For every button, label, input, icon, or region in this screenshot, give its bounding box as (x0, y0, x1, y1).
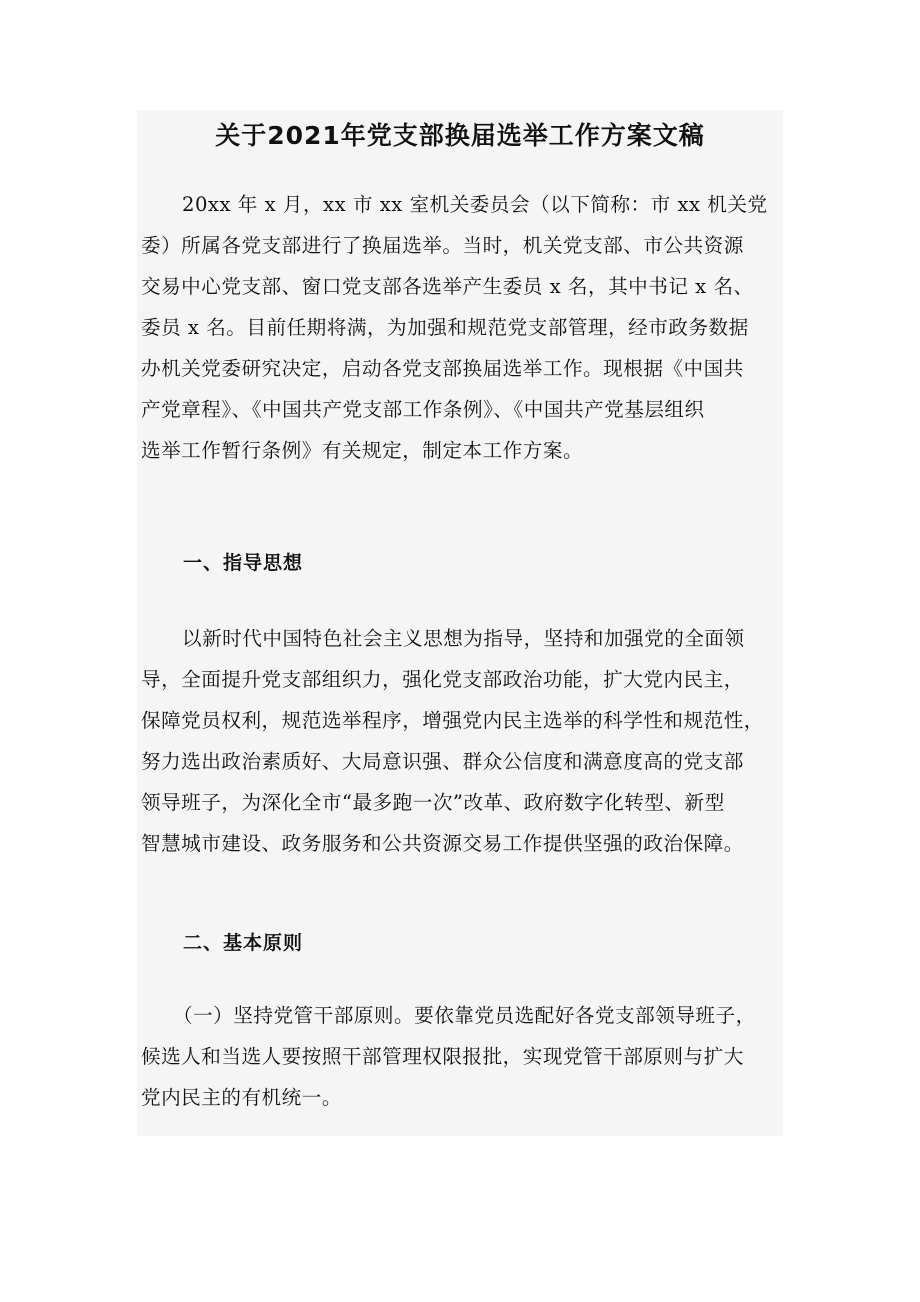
paragraph-line: 党内民主的有机统一。 (141, 1086, 342, 1109)
paragraph-line: （一）坚持党管干部原则。要依靠党员选配好各党支部领导班子， (173, 1004, 756, 1027)
paragraph-line: 智慧城市建设、政务服务和公共资源交易工作提供坚强的政治保障。 (141, 832, 744, 855)
paragraph-line: 委）所属各党支部进行了换届选举。当时，机关党支部、市公共资源 (141, 234, 744, 257)
paragraph-line: 选举工作暂行条例》有关规定，制定本工作方案。 (141, 439, 584, 462)
paragraph-line: 以新时代中国特色社会主义思想为指导，坚持和加强党的全面领 (182, 627, 745, 650)
intro-paragraph (141, 184, 805, 471)
paragraph-line: 保障党员权利，规范选举程序，增强党内民主选举的科学性和规范性， (141, 709, 764, 732)
paragraph-line: 领导班子，为深化全市“最多跑一次”改革、政府数字化转型、新型 (141, 791, 725, 814)
section-heading-basic-principles: 二、基本原则 (183, 932, 304, 954)
basic-principles-paragraph (141, 995, 805, 1118)
paragraph-line: 20xx 年 x 月，xx 市 xx 室机关委员会（以下简称：市 xx 机关党 (182, 193, 768, 216)
section-heading-guiding-ideology: 一、指导思想 (183, 552, 304, 574)
paragraph-line: 交易中心党支部、窗口党支部各选举产生委员 x 名，其中书记 x 名、 (141, 275, 754, 298)
document-title: 关于2021年党支部换届选举工作方案文稿 (215, 121, 705, 150)
paragraph-line: 导，全面提升党支部组织力，强化党支部政治功能，扩大党内民主， (141, 668, 744, 691)
paragraph-line: 候选人和当选人要按照干部管理权限报批，实现党管干部原则与扩大 (141, 1045, 744, 1068)
paragraph-line: 产党章程》、《中国共产党支部工作条例》、《中国共产党基层组织 (141, 398, 705, 421)
paragraph-line: 委员 x 名。目前任期将满，为加强和规范党支部管理，经市政务数据 (141, 316, 749, 339)
paragraph-line: 努力选出政治素质好、大局意识强、群众公信度和满意度高的党支部 (141, 750, 744, 773)
paragraph-line: 办机关党委研究决定，启动各党支部换届选举工作。现根据《中国共 (141, 357, 744, 380)
guiding-ideology-paragraph (141, 618, 805, 864)
